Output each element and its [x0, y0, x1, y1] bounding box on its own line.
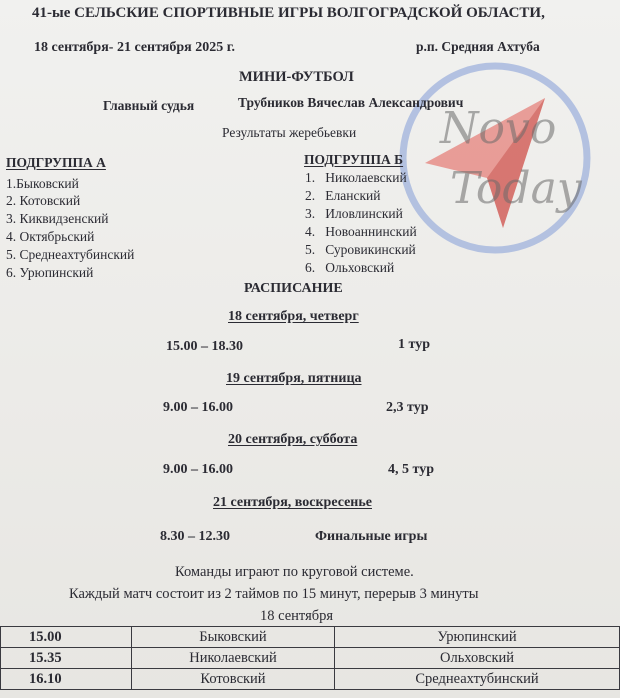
- event-title: 41-ые СЕЛЬСКИЕ СПОРТИВНЫЕ ИГРЫ ВОЛГОГРАДСКОЙ ОБЛАСТИ,: [32, 5, 545, 21]
- table-row: [1, 648, 620, 669]
- schedule-round: Финальные игры: [315, 529, 428, 544]
- referee-name: Трубников Вячеслав Александрович: [238, 95, 464, 110]
- group-b-team: 4. Новоаннинский: [305, 224, 417, 239]
- schedule-day-date: 20 сентября, суббота: [228, 432, 358, 447]
- schedule-round: 4, 5 тур: [388, 462, 434, 477]
- group-a-title: ПОДГРУППА А: [6, 155, 106, 170]
- event-location: р.п. Средняя Ахтуба: [416, 39, 540, 54]
- games-table: [0, 626, 620, 690]
- group-b-team: 1. Николаевский: [305, 170, 407, 185]
- game-team-away: Среднеахтубинский: [335, 669, 620, 690]
- event-dates: 18 сентября- 21 сентября 2025 г.: [34, 40, 236, 55]
- group-a-team: 4. Октябрьский: [6, 229, 95, 244]
- group-a-team: 5. Среднеахтубинский: [6, 247, 135, 262]
- schedule-time: 8.30 – 12.30: [160, 529, 230, 544]
- table-row: [1, 627, 620, 648]
- schedule-time: 9.00 – 16.00: [163, 400, 233, 415]
- game-team-home: Николаевский: [132, 648, 335, 669]
- group-a-team: 3. Киквидзенский: [6, 211, 109, 226]
- referee-label: Главный судья: [103, 98, 195, 113]
- group-a-team: 2. Котовский: [6, 193, 81, 208]
- game-time: 16.10: [1, 669, 132, 690]
- games-day-label: 18 сентября: [260, 608, 334, 624]
- table-row: [1, 669, 620, 690]
- schedule-title: РАСПИСАНИЕ: [244, 281, 343, 296]
- draw-results-label: Результаты жеребьевки: [222, 125, 357, 140]
- schedule-day-date: 19 сентября, пятница: [226, 371, 362, 386]
- schedule-day-date: 21 сентября, воскресенье: [213, 495, 372, 510]
- schedule-time: 9.00 – 16.00: [163, 462, 233, 477]
- group-b-title: ПОДГРУППА Б: [304, 152, 404, 167]
- group-b-team: 3. Иловлинский: [305, 206, 403, 221]
- schedule-time: 15.00 – 18.30: [166, 339, 243, 354]
- group-b-team: 2. Еланский: [305, 188, 381, 203]
- game-time: 15.00: [1, 627, 132, 648]
- tournament-system-note: Команды играют по круговой системе.: [175, 564, 414, 580]
- novotoday-watermark-logo: [395, 58, 595, 258]
- schedule-day-date: 18 сентября, четверг: [228, 309, 359, 324]
- game-team-home: Котовский: [132, 669, 335, 690]
- group-a-team: 6. Урюпинский: [6, 265, 94, 280]
- game-team-home: Быковский: [132, 627, 335, 648]
- schedule-round: 1 тур: [398, 337, 430, 352]
- group-b-team: 6. Ольховский: [305, 260, 395, 275]
- sport-title: МИНИ-ФУТБОЛ: [239, 69, 354, 85]
- group-a-team: 1.Быковский: [6, 176, 79, 191]
- group-b-team: 5. Суровикинский: [305, 242, 416, 257]
- game-team-away: Ольховский: [335, 648, 620, 669]
- match-format-note: Каждый матч состоит из 2 таймов по 15 минут, перерыв 3 минуты: [69, 586, 479, 602]
- svg-text:Today: Today: [450, 163, 582, 214]
- game-time: 15.35: [1, 648, 132, 669]
- schedule-round: 2,3 тур: [386, 400, 429, 415]
- svg-text:Novo: Novo: [440, 103, 557, 154]
- game-team-away: Урюпинский: [335, 627, 620, 648]
